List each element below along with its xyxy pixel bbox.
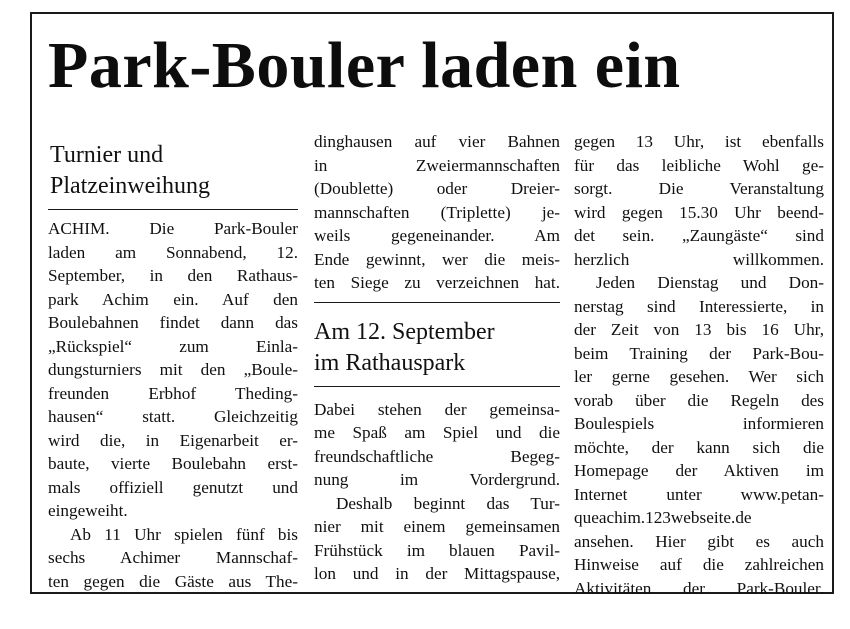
paragraph [574,130,824,271]
article-headline: Park-Bouler laden ein [48,29,681,102]
subheading-september [314,317,560,379]
text-line: me Spaß am Spiel und die [314,423,560,442]
text-line: Frühstück im blauen Pavil- [314,540,560,560]
text-line: queachim.123webseite.de [574,508,752,527]
text-line: nerstag sind Interessierte, in [574,296,824,316]
text-line: Jeden Dienstag und Don- [596,273,824,292]
text-line: für das leibliche Wohl ge- [574,155,824,175]
newspaper-clipping [30,12,834,598]
text-line: Boulespiels informieren [574,414,824,433]
text-line: möchte, der kann sich die [574,437,824,457]
text-line: freunden Erbhof Theding- [48,383,298,403]
subhead-rule [48,209,298,210]
text-line: „Rückspiel“ zum Einla- [48,336,298,356]
text-line: hausen“ statt. Gleichzeitig [48,407,298,426]
subhead-line: Am 12. September [314,318,495,345]
article-column-3 [574,130,824,600]
text-line: wird gegen 15.30 Uhr beend- [574,202,824,222]
text-line: Aktivitäten der Park-Bouler. [574,578,824,598]
text-line: herzlich willkommen. [574,249,824,269]
text-line: laden am Sonnabend, 12. [48,242,298,262]
text-line: dungsturniers mit den „Boule- [48,360,298,379]
text-line: mannschaften (Triplette) je- [314,202,560,222]
paragraph [314,492,560,586]
text-line: ACHIM. Die Park-Bouler [48,219,298,238]
text-line: in Zweiermannschaften [314,155,560,175]
text-line: weils gegeneinander. Am [314,226,560,245]
text-line: ten Siege zu verzeichnen hat. [314,273,560,292]
text-line: Hinweise auf die zahlreichen [574,555,824,574]
text-line: nier mit einem gemeinsamen [314,517,560,536]
text-line: ten gegen die Gäste aus The- [48,571,298,591]
text-line: Internet unter www.petan- [574,484,824,504]
text-line: ler gerne gesehen. Wer sich [574,367,824,386]
paragraph [314,130,560,295]
text-line: Homepage der Aktiven im [574,461,824,480]
text-line: der Zeit von 13 bis 16 Uhr, [574,320,824,339]
text-line: sechs Achimer Mannschaf- [48,548,298,567]
text-line: wird die, in Eigenarbeit er- [48,430,298,450]
text-line: eingeweiht. [48,501,128,520]
paragraph [314,398,560,492]
text-line: det sein. „Zaungäste“ sind [574,226,824,245]
article-column-1 [48,130,298,593]
text-line: park Achim ein. Auf den [48,289,298,309]
text-line: sorgt. Die Veranstaltung [574,179,824,198]
text-line: dinghausen auf vier Bahnen [314,132,560,151]
text-line: lon und in der Mittagspause, [314,564,560,583]
text-line: Boulebahnen findet dann das [48,313,298,332]
text-line: gegen 13 Uhr, ist ebenfalls [574,132,824,151]
article-column-2 [314,130,560,586]
text-line: September, in den Rathaus- [48,266,298,285]
subheading-turnier [48,140,298,202]
subhead-line: Platzeinweihung [50,173,210,199]
subhead-line: Turnier und [50,142,164,168]
text-line: mals offiziell genutzt und [48,477,298,497]
subhead-line: im Rathauspark [314,349,466,376]
text-line: baute, vierte Boulebahn erst- [48,454,298,473]
text-line: (Doublette) oder Dreier- [314,179,560,198]
text-line: ansehen. Hier gibt es auch [574,531,824,551]
text-line: freundschaftliche Begeg- [314,446,560,466]
text-line: Deshalb beginnt das Tur- [336,493,560,513]
subhead-rule-bottom [314,386,560,387]
text-line: nung im Vordergrund. [314,470,560,489]
paragraph [48,523,298,594]
paragraph [574,271,824,600]
text-line: vorab über die Regeln des [574,390,824,410]
subhead-rule-top [314,302,560,303]
text-line: Dabei stehen der gemeinsa- [314,399,560,419]
text-line: beim Training der Park-Bou- [574,343,824,363]
text-line: Ab 11 Uhr spielen fünf bis [70,524,298,544]
text-line: Ende gewinnt, wer die meis- [314,249,560,269]
paragraph [48,217,298,523]
